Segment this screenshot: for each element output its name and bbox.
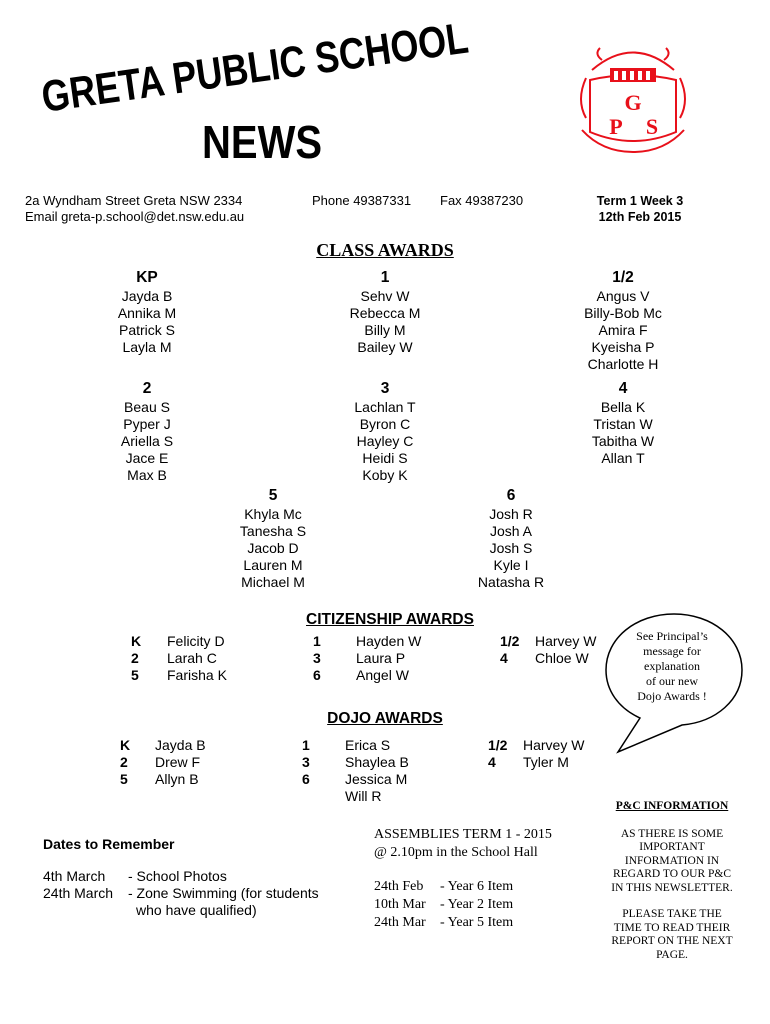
award-recipient: Jayda B <box>121 288 173 304</box>
award-recipient: Rebecca M <box>349 305 421 321</box>
bubble-line: See Principal’s <box>636 629 708 643</box>
class-group-heading: 6 <box>506 487 516 504</box>
award-class: 6 <box>313 667 321 683</box>
award-recipient: Lauren M <box>243 557 303 573</box>
date-item-date: 4th March <box>43 868 106 884</box>
award-recipient: Koby K <box>362 467 408 483</box>
pandc-line: PAGE. <box>656 948 688 961</box>
class-group <box>57 268 237 356</box>
award-recipient: Beau S <box>124 399 170 415</box>
award-recipient: Kyle I <box>493 557 529 573</box>
bubble-line: Dojo Awards ! <box>637 689 707 703</box>
award-recipient: Tyler M <box>523 754 569 770</box>
award-recipient: Jayda B <box>155 737 206 753</box>
class-group-heading: 1 <box>380 269 390 286</box>
assemblies-subtitle: @ 2.10pm in the School Hall <box>374 845 538 860</box>
masthead-title <box>30 0 566 180</box>
issue-info <box>590 193 690 225</box>
pandc-line: IN THIS NEWSLETTER. <box>611 881 733 894</box>
date-item-text: who have qualified) <box>136 902 257 918</box>
award-recipient: Hayden W <box>356 633 422 649</box>
speech-bubble-text <box>612 629 732 704</box>
assembly-item <box>374 878 552 896</box>
award-class: K <box>120 737 131 753</box>
award-recipient: Billy-Bob Mc <box>584 305 662 321</box>
award-class: 5 <box>120 771 128 787</box>
pandc-line: AS THERE IS SOME <box>620 827 724 840</box>
award-recipient: Bailey W <box>357 339 413 355</box>
school-phone: Phone 49387331 <box>312 193 412 208</box>
date-item-text: - School Photos <box>128 868 227 884</box>
logo-letter-p: P <box>609 114 623 139</box>
school-fax: Fax 49387230 <box>440 193 524 208</box>
award-recipient: Laura P <box>356 650 406 666</box>
school-logo <box>572 40 694 158</box>
award-recipient: Tanesha S <box>239 523 307 539</box>
assembly-item <box>374 914 552 932</box>
class-group <box>295 379 475 484</box>
award-class: 1 <box>313 633 321 649</box>
award-recipient: Chloe W <box>535 650 589 666</box>
bubble-line: message for <box>643 644 701 658</box>
award-class: 4 <box>488 754 496 770</box>
bubble-line: of our new <box>646 674 698 688</box>
assemblies-block <box>374 826 552 932</box>
award-recipient: Angel W <box>356 667 409 683</box>
award-recipient: Allyn B <box>155 771 199 787</box>
date-item <box>43 868 319 885</box>
assembly-text: - Year 6 Item <box>440 879 514 894</box>
class-awards-title: CLASS AWARDS <box>316 240 454 260</box>
logo-letter-s: S <box>645 114 659 139</box>
award-recipient: Jacob D <box>247 540 299 556</box>
date-item <box>43 902 319 919</box>
award-recipient: Shaylea B <box>345 754 409 770</box>
award-recipient: Khyla Mc <box>244 506 302 522</box>
bubble-line: explanation <box>644 659 700 673</box>
award-class: 1/2 <box>488 737 508 753</box>
date-item-date: 24th March <box>43 885 114 901</box>
award-recipient: Pyper J <box>123 416 171 432</box>
issue-date: 12th Feb 2015 <box>598 210 682 224</box>
assembly-date: 10th Mar <box>374 897 426 912</box>
class-group <box>533 379 713 467</box>
assembly-text: - Year 2 Item <box>440 897 514 912</box>
assemblies-title: ASSEMBLIES TERM 1 - 2015 <box>374 827 552 842</box>
award-recipient: Tristan W <box>593 416 653 432</box>
class-group-heading: KP <box>136 269 158 286</box>
award-recipient: Will R <box>345 788 382 804</box>
award-recipient: Annika M <box>117 305 177 321</box>
award-recipient: Felicity D <box>167 633 225 649</box>
class-group-heading: 3 <box>380 380 390 397</box>
award-recipient: Sehv W <box>360 288 410 304</box>
school-address: 2a Wyndham Street Greta NSW 2334 <box>25 193 243 208</box>
award-recipient: Amira F <box>598 322 648 338</box>
assembly-date: 24th Mar <box>374 915 426 930</box>
assembly-date: 24th Feb <box>374 879 424 894</box>
assembly-item <box>374 896 552 914</box>
pandc-block <box>596 800 748 962</box>
class-group-heading: 1/2 <box>612 269 634 286</box>
award-recipient: Larah C <box>167 650 217 666</box>
dates-list <box>43 868 319 919</box>
award-recipient: Josh A <box>489 523 533 539</box>
award-recipient: Harvey W <box>523 737 585 753</box>
award-class: 4 <box>500 650 508 666</box>
class-group-heading: 4 <box>618 380 628 397</box>
award-recipient: Patrick S <box>118 322 175 338</box>
award-recipient: Max B <box>127 467 167 483</box>
award-recipient: Natasha R <box>477 574 545 590</box>
dates-title: Dates to Remember <box>43 836 175 852</box>
assembly-text: - Year 5 Item <box>440 915 514 930</box>
award-recipient: Layla M <box>122 339 172 355</box>
dojo-awards-title: DOJO AWARDS <box>327 710 443 727</box>
award-class: K <box>131 633 142 649</box>
award-class: 6 <box>302 771 310 787</box>
masthead-title-line2: NEWS <box>202 116 322 168</box>
contact-block <box>25 193 244 225</box>
date-item-text: - Zone Swimming (for students <box>128 885 319 901</box>
class-group <box>57 379 237 484</box>
award-recipient: Heidi S <box>362 450 408 466</box>
award-recipient: Tabitha W <box>591 433 655 449</box>
logo-letter-g: G <box>624 90 642 115</box>
award-class: 2 <box>131 650 139 666</box>
class-group <box>183 486 363 591</box>
date-item <box>43 885 319 902</box>
award-recipient: Angus V <box>596 288 650 304</box>
award-class: 3 <box>313 650 321 666</box>
class-group <box>421 486 601 591</box>
award-recipient: Drew F <box>155 754 201 770</box>
pandc-title: P&C INFORMATION <box>615 800 729 812</box>
award-recipient: Allan T <box>601 450 645 466</box>
award-class: 1/2 <box>500 633 520 649</box>
award-recipient: Ariella S <box>120 433 174 449</box>
award-recipient: Josh S <box>489 540 533 556</box>
pandc-line: INFORMATION IN <box>624 854 720 867</box>
award-recipient: Michael M <box>241 574 305 590</box>
pandc-line: REGARD TO OUR P&C <box>612 868 732 880</box>
pandc-line: IMPORTANT <box>639 841 705 853</box>
award-class: 5 <box>131 667 139 683</box>
award-recipient: Byron C <box>359 416 411 432</box>
citizenship-awards-title: CITIZENSHIP AWARDS <box>306 611 474 628</box>
school-email: Email greta-p.school@det.nsw.edu.au <box>25 209 245 224</box>
award-recipient: Erica S <box>345 737 391 753</box>
award-recipient: Lachlan T <box>354 399 416 415</box>
award-recipient: Bella K <box>600 399 646 415</box>
award-recipient: Josh R <box>489 506 533 522</box>
pandc-line: REPORT ON THE NEXT <box>611 935 733 947</box>
pandc-line: TIME TO READ THEIR <box>613 921 731 934</box>
award-recipient: Charlotte H <box>587 356 659 372</box>
term-week: Term 1 Week 3 <box>596 194 684 208</box>
award-recipient: Hayley C <box>356 433 414 449</box>
class-group <box>295 268 475 356</box>
pandc-line: PLEASE TAKE THE <box>622 908 722 920</box>
class-group <box>533 268 713 373</box>
award-recipient: Farisha K <box>167 667 227 683</box>
award-recipient: Billy M <box>364 322 406 338</box>
class-group-heading: 2 <box>142 380 152 397</box>
class-group-heading: 5 <box>268 487 278 504</box>
award-class: 2 <box>120 754 128 770</box>
award-recipient: Kyeisha P <box>591 339 655 355</box>
award-recipient: Jace E <box>125 450 169 466</box>
award-recipient: Harvey W <box>535 633 597 649</box>
masthead-title-line1: GRETA PUBLIC SCHOOL <box>38 0 566 122</box>
award-class: 1 <box>302 737 310 753</box>
award-recipient: Jessica M <box>345 771 408 787</box>
award-class: 3 <box>302 754 310 770</box>
